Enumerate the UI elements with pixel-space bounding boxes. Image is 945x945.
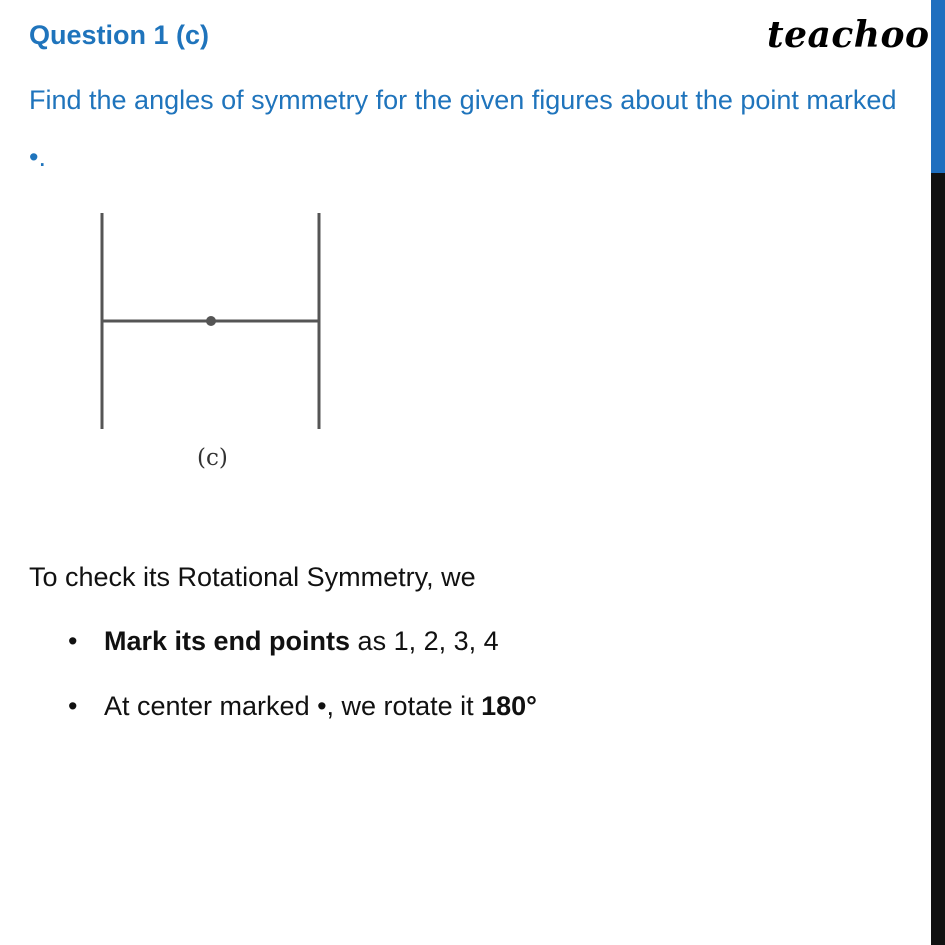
figure-caption: (c)	[197, 445, 228, 471]
h-shape-figure	[90, 205, 340, 480]
list-item	[68, 691, 537, 722]
bullet-marker: •	[68, 691, 78, 721]
teachoo-logo: teachoo	[767, 14, 930, 56]
bullet-text: At center marked •, we rotate it	[104, 691, 482, 721]
scrollbar[interactable]	[931, 0, 945, 945]
bullet-text: as 1, 2, 3, 4	[350, 626, 499, 656]
bullet-marker: •	[68, 626, 78, 656]
bullet-bold-text: Mark its end points	[104, 626, 351, 656]
list-item	[68, 626, 499, 657]
question-text: Find the angles of symmetry for the given figures about the point marked •.	[29, 85, 897, 172]
bullet-bold-text: 180°	[481, 691, 537, 721]
intro-text: To check its Rotational Symmetry, we	[29, 562, 476, 592]
question-title: Question 1 (c)	[29, 20, 210, 50]
center-point	[206, 316, 216, 326]
scrollbar-thumb[interactable]	[931, 0, 945, 173]
